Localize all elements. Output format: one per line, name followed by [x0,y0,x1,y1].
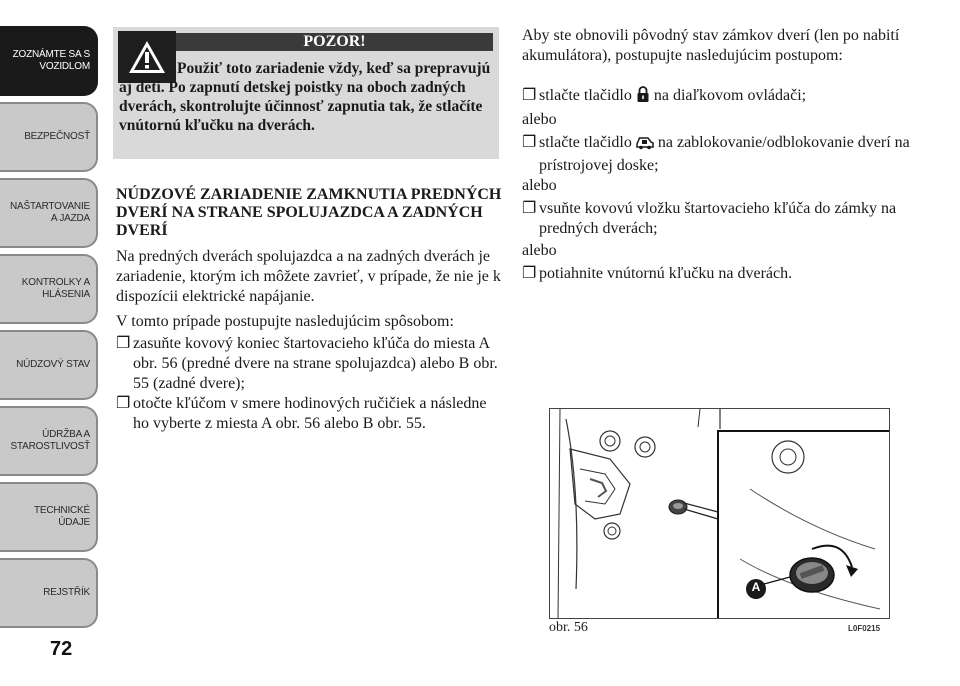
warning-title-bar [176,33,493,51]
list-item [522,86,922,109]
tab-nudzovy-stav[interactable]: NÚDZOVÝ STAV [0,330,98,400]
padlock-icon [636,86,650,109]
bullet-mark: ❐ [522,200,537,217]
list-item-text: otočte kľúčom v smere hodinových ručičiek a následne ho vyberte z miesta A obr. 56 alebo B obr. 55. [133,395,487,432]
figure-code: L0F0215 [848,624,881,633]
warning-title: POZOR! [303,33,366,50]
list-item [522,133,922,176]
figure-caption: obr. 56 [549,620,588,635]
list-item-text-before: stlačte tlačidlo [539,134,632,151]
list-item-text-after: na zablokovanie/odblokovanie dverí na prístrojovej doske; [539,134,910,174]
paragraph-or: alebo [522,177,557,194]
warning-box [113,27,499,159]
paragraph-or: alebo [522,111,557,128]
list-item-text: potiahnite vnútornú kľučku na dverách. [539,265,793,282]
section-heading: NÚDZOVÉ ZARIADENIE ZAMKNUTIA PREDNÝCH DVERÍ NA STRANE SPOLUJAZDCA A ZADNÝCH DVERÍ [116,186,502,239]
tab-zoznamte-sa[interactable]: ZOZNÁMTE SA S VOZIDLOM [0,26,98,96]
bullet-mark: ❐ [116,395,131,412]
paragraph-or: alebo [522,242,557,259]
page-number: 72 [50,638,73,660]
list-item-text: vsuňte kovovú vložku štartovacieho kľúča do zámky na predných dverách; [539,200,897,237]
bullet-mark: ❐ [522,87,537,104]
list-item-text-before: stlačte tlačidlo [539,87,632,104]
paragraph-intro: Na predných dverách spolujazdca a na zadných dverách je zariadenie, ktorým ich môžete zavrieť, v prípade, že nie je k dispozícii elektrické napájanie. [116,248,501,305]
paragraph-restore: Aby ste obnovili pôvodný stav zámkov dverí (len po nabití akumulátora), postupujte nasledujúcim postupom: [522,27,900,64]
figure-door-lock [549,408,890,619]
door-lock-illustration [550,409,890,619]
paragraph-instruction: V tomto prípade postupujte nasledujúcim spôsobom: [116,313,454,330]
warning-text: Použiť toto zariadenie vždy, keď sa prepravujú aj deti. Po zapnutí detskej poistky na oboch zadných dverách, skontrolujte účinnosť zapnutia tak, že stlačíte vnútornú kľučku na dverách. [119,60,491,134]
list-item [116,394,506,434]
tab-kontrolky[interactable]: KONTROLKY A HLÁSENIA [0,254,98,324]
bullet-mark: ❐ [522,134,537,151]
list-item [522,199,922,239]
tab-technicke-udaje[interactable]: TECHNICKÉ ÚDAJE [0,482,98,552]
list-item-text-after: na diaľkovom ovládači; [653,87,807,104]
list-item [116,334,506,394]
list-item-text: zasuňte kovový koniec štartovacieho kľúča do miesta A obr. 56 (predné dvere na strane spolujazdca) alebo B obr. 55 (zadné dvere); [133,335,498,392]
bullet-mark: ❐ [522,265,537,282]
list-item [522,264,922,284]
tab-bezpecnost[interactable]: BEZPEČNOSŤ [0,102,98,172]
tab-udrzba[interactable]: ÚDRŽBA A STAROSTLIVOSŤ [0,406,98,476]
bullet-mark: ❐ [116,335,131,352]
tab-nastartovanie[interactable]: NAŠTARTOVANIE A JAZDA [0,178,98,248]
figure-callout-label: A [751,580,761,594]
car-door-lock-icon [636,134,654,156]
tab-rejstrik[interactable]: REJSTŘÍK [0,558,98,628]
